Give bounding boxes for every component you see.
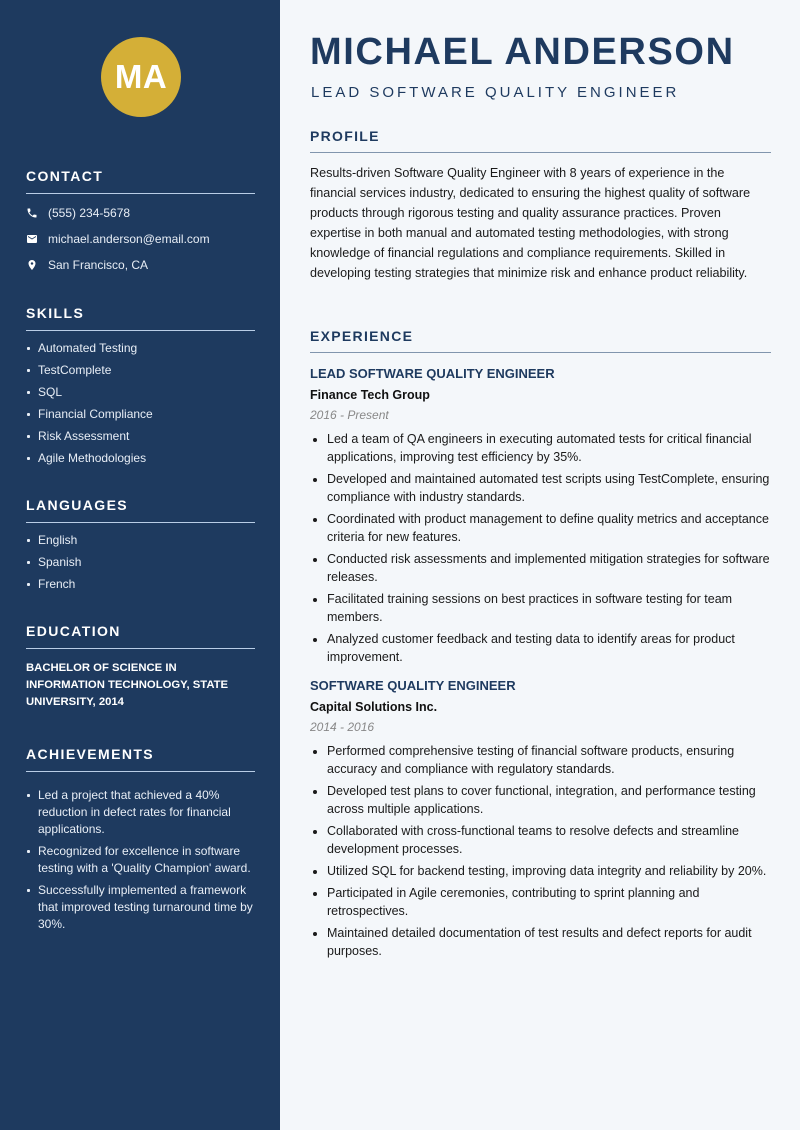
language-item: French	[26, 576, 255, 593]
sidebar	[0, 0, 280, 1130]
achievement-item: Led a project that achieved a 40% reduction in defect rates for financial applications.	[26, 787, 255, 838]
skill-item: Agile Methodologies	[26, 450, 255, 467]
job-bullet: Participated in Agile ceremonies, contributing to sprint planning and retrospectives.	[310, 884, 771, 920]
email-text: michael.anderson@email.com	[48, 232, 210, 246]
contact-heading: CONTACT	[26, 168, 255, 194]
contact-email	[26, 226, 255, 252]
skill-item: TestComplete	[26, 362, 255, 379]
achievements-heading: ACHIEVEMENTS	[26, 746, 255, 772]
phone-text: (555) 234-5678	[48, 206, 131, 220]
contact-location	[26, 252, 255, 278]
job-bullet: Utilized SQL for backend testing, improving data integrity and reliability by 20%.	[310, 862, 771, 880]
skill-item: SQL	[26, 384, 255, 401]
job-bullet: Coordinated with product management to define quality metrics and acceptance criteria for new features.	[310, 510, 771, 546]
location-pin-icon	[26, 259, 48, 271]
job-bullet: Developed and maintained automated test scripts using TestComplete, ensuring compliance with industry standards.	[310, 470, 771, 506]
skill-item: Risk Assessment	[26, 428, 255, 445]
job-dates: 2016 - Present	[310, 408, 389, 422]
job-bullet: Collaborated with cross-functional teams to resolve defects and streamline development processes.	[310, 822, 771, 858]
languages-heading: LANGUAGES	[26, 497, 255, 523]
achievement-item: Successfully implemented a framework that improved testing turnaround time by 30%.	[26, 882, 255, 933]
main-content	[280, 0, 800, 1130]
skills-list	[26, 340, 255, 467]
avatar	[101, 37, 181, 117]
job-company: Capital Solutions Inc.	[310, 700, 438, 714]
phone-icon	[26, 207, 48, 219]
experience-heading: EXPERIENCE	[310, 328, 771, 353]
contact-phone	[26, 200, 255, 226]
skills-heading: SKILLS	[26, 305, 255, 331]
skill-item: Financial Compliance	[26, 406, 255, 423]
profile-section	[310, 128, 771, 283]
job-bullet: Maintained detailed documentation of test results and defect reports for audit purposes.	[310, 924, 771, 960]
job-title: SOFTWARE QUALITY ENGINEER	[310, 678, 516, 693]
languages-list	[26, 532, 255, 593]
language-item: Spanish	[26, 554, 255, 571]
job-entry	[310, 678, 771, 960]
job-bullet: Conducted risk assessments and implemented mitigation strategies for software releases.	[310, 550, 771, 586]
skill-item: Automated Testing	[26, 340, 255, 357]
achievement-item: Recognized for excellence in software testing with a 'Quality Champion' award.	[26, 843, 255, 877]
contact-section	[26, 168, 255, 278]
education-section	[26, 623, 255, 711]
profile-heading: PROFILE	[310, 128, 771, 153]
job-bullet: Performed comprehensive testing of financial software products, ensuring accuracy and compliance with regulatory standards.	[310, 742, 771, 778]
languages-section	[26, 497, 255, 598]
education-heading: EDUCATION	[26, 623, 255, 649]
job-company: Finance Tech Group	[310, 388, 430, 402]
language-item: English	[26, 532, 255, 549]
job-dates: 2014 - 2016	[310, 720, 375, 734]
email-icon	[26, 233, 48, 245]
achievements-list	[26, 787, 255, 933]
candidate-name: MICHAEL ANDERSON	[310, 31, 735, 73]
job-entry	[310, 366, 771, 666]
job-bullets	[310, 430, 771, 666]
experience-section	[310, 328, 771, 964]
job-bullets	[310, 742, 771, 960]
job-bullet: Facilitated training sessions on best practices in software testing for team members.	[310, 590, 771, 626]
job-bullet: Developed test plans to cover functional, integration, and performance testing across multiple applications.	[310, 782, 771, 818]
candidate-title: LEAD SOFTWARE QUALITY ENGINEER	[311, 84, 680, 101]
profile-summary: Results-driven Software Quality Engineer with 8 years of experience in the financial services industry, dedicated to ensuring the highest quality of software products through rigorous testing and quality assurance practices. Proven expertise in both manual and automated testing methodologies, with strong knowledge of financial regulations and compliance requirements. Skilled in developing testing strategies that minimize risk and enhance product reliability.	[310, 166, 751, 280]
job-bullet: Analyzed customer feedback and testing data to identify areas for product improvement.	[310, 630, 771, 666]
avatar-initials: MA	[114, 58, 168, 95]
achievements-section	[26, 746, 255, 938]
job-bullet: Led a team of QA engineers in executing automated tests for critical financial applications, improving test efficiency by 35%.	[310, 430, 771, 466]
job-title: LEAD SOFTWARE QUALITY ENGINEER	[310, 366, 555, 381]
skills-section	[26, 305, 255, 472]
location-text: San Francisco, CA	[48, 258, 149, 272]
education-degree: BACHELOR OF SCIENCE IN INFORMATION TECHNOLOGY, STATE UNIVERSITY, 2014	[26, 662, 229, 708]
